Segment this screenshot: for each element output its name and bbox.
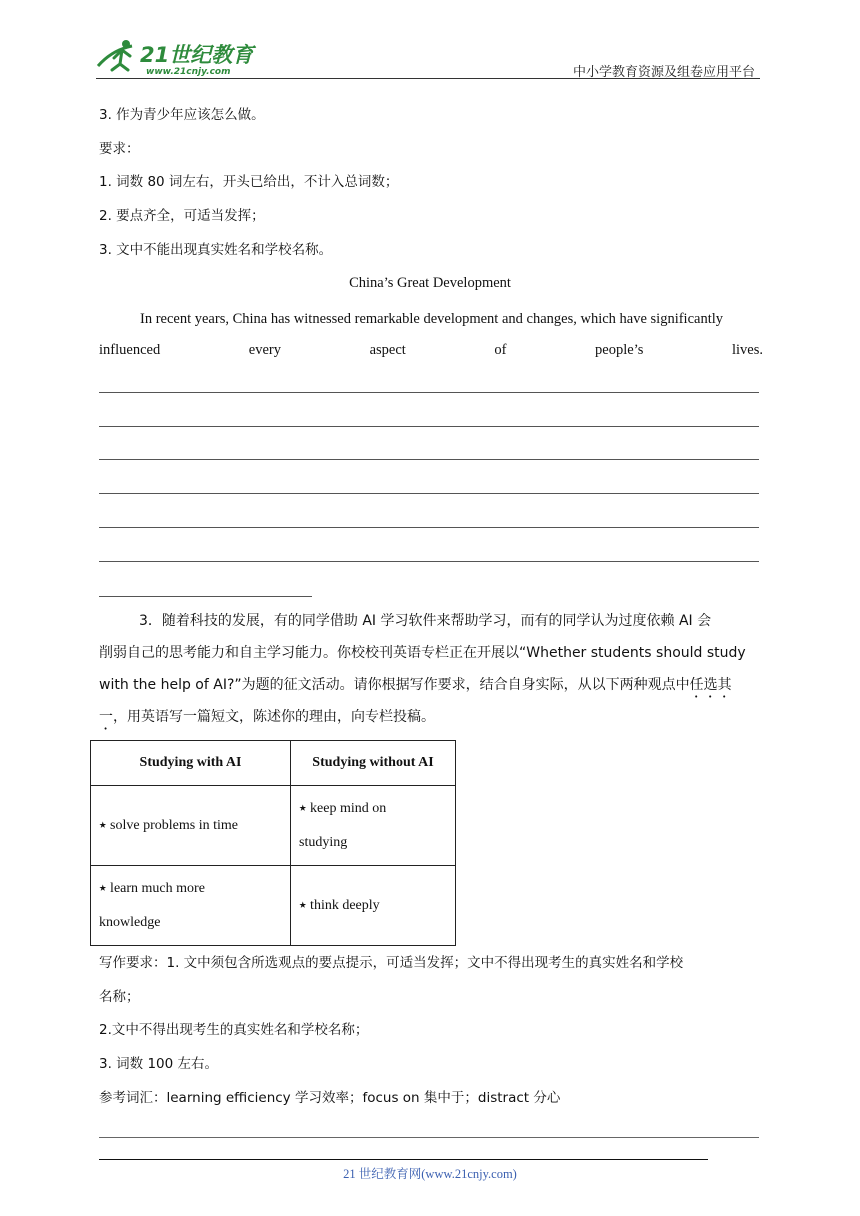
footer-divider [99, 1159, 708, 1160]
site-logo [92, 36, 262, 78]
requirements-label: 要求： [99, 141, 140, 157]
writing-requirement-1-continued: 名称； [99, 989, 140, 1005]
task3-line-1: 3．随着科技的发展，有的同学借助 AI 学习软件来帮助学习，而有的同学认为过度依赖 AI 会 [139, 613, 712, 629]
cell-text: ⭑ solve problems in time [99, 817, 238, 833]
writing-requirement-2: 2.文中不得出现考生的真实姓名和学校名称； [99, 1022, 369, 1038]
task3-line-4-text: ，用英语写一篇短文，陈述你的理由，向专栏投稿。 [113, 709, 435, 725]
cell-text: ⭑ think deeply [299, 897, 380, 913]
task3-line-3 [99, 669, 763, 701]
header-platform-text: 中小学教育资源及组卷应用平台 [572, 65, 755, 80]
writing-requirement-1: 写作要求：1. 文中须包含所选观点的要点提示，可适当发挥；文中不得出现考生的真实姓名和学校 [99, 955, 684, 971]
cell-text: studying [299, 834, 348, 850]
cell-text: knowledge [99, 914, 161, 930]
word: influenced [99, 342, 161, 358]
table-row [91, 786, 456, 866]
table-cell [291, 786, 456, 866]
answer-line-short[interactable] [99, 596, 312, 597]
answer-line[interactable] [99, 426, 759, 427]
answer-line[interactable] [99, 392, 759, 393]
table-cell [91, 866, 291, 946]
word: every [248, 342, 281, 358]
table-header-row [91, 741, 456, 786]
task3-prompt [99, 605, 763, 733]
task3-line-4 [99, 701, 763, 733]
emphasis-text: 任选其 [689, 677, 732, 693]
emphasis-text: 一 [99, 709, 113, 725]
requirement-1: 1. 词数 80 词左右，开头已给出，不计入总词数； [99, 174, 399, 190]
task3-line-2: 削弱自己的思考能力和自主学习能力。你校校刊英语专栏正在开展以“Whether students should study [99, 645, 746, 661]
writing-requirement-3: 3. 词数 100 左右。 [99, 1056, 219, 1072]
reference-vocabulary: 参考词汇：learning efficiency 学习效率；focus on 集中于；distract 分心 [99, 1090, 561, 1106]
answer-line[interactable] [99, 527, 759, 528]
answer-line[interactable] [99, 493, 759, 494]
cell-text: ⭑ learn much more [99, 880, 205, 896]
essay-opening-line-2 [99, 342, 763, 359]
viewpoints-table [90, 740, 456, 946]
logo-url: www.21cnjy.com [146, 67, 231, 77]
word: people’s [595, 342, 644, 358]
essay-title: China’s Great Development [349, 275, 511, 291]
essay-opening-line-1: In recent years, China has witnessed remarkable development and changes, which have significantly [140, 311, 724, 327]
requirement-3: 3. 文中不能出现真实姓名和学校名称。 [99, 242, 333, 258]
requirement-2: 2. 要点齐全，可适当发挥； [99, 208, 265, 224]
word: of [494, 342, 507, 358]
point-3: 3. 作为青少年应该怎么做。 [99, 107, 265, 123]
word: lives. [731, 342, 763, 358]
task3-line-3-text: with the help of AI?”为题的征文活动。请你根据写作要求，结合自身实际，从以下两种观点中 [99, 677, 690, 693]
table-header: Studying without AI [291, 741, 456, 786]
logo-text: 21世纪教育 [140, 43, 254, 67]
table-cell [91, 786, 291, 866]
cell-text: ⭑ keep mind on [299, 800, 387, 816]
answer-line[interactable] [99, 1137, 759, 1138]
table-row [91, 866, 456, 946]
answer-line[interactable] [99, 561, 759, 562]
footer-text: 21 世纪教育网(www.21cnjy.com) [343, 1167, 517, 1181]
header-divider [96, 78, 760, 79]
word: aspect [369, 342, 406, 358]
answer-line[interactable] [99, 459, 759, 460]
table-header: Studying with AI [91, 741, 291, 786]
table-cell [291, 866, 456, 946]
